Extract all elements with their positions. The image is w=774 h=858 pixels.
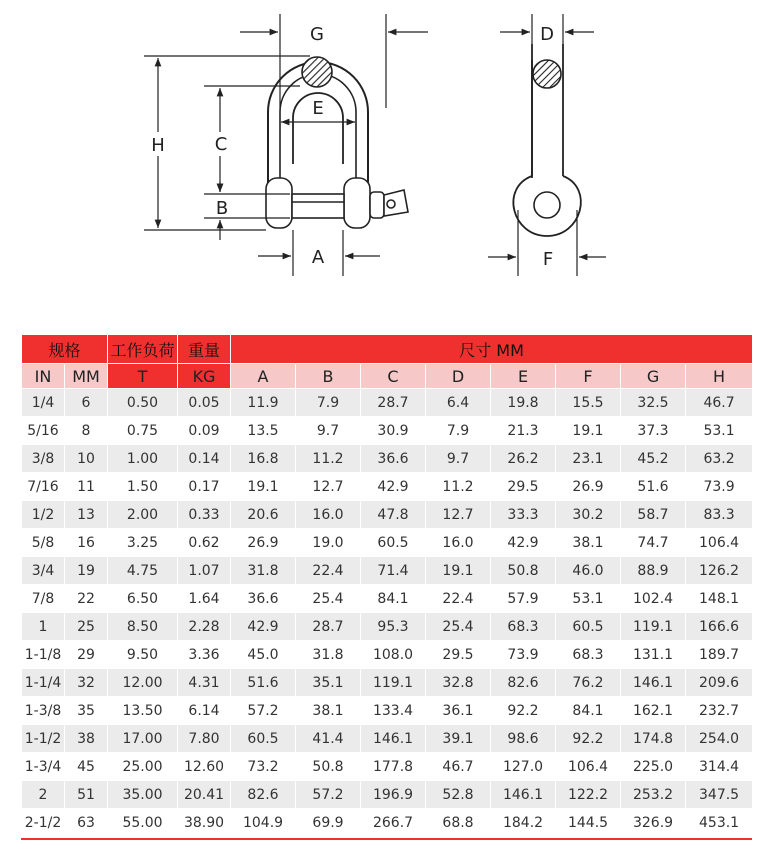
table-cell: 73.9 bbox=[686, 473, 753, 501]
subheader-e: E bbox=[491, 364, 556, 389]
table-cell: 19.1 bbox=[426, 557, 491, 585]
table-cell: 127.0 bbox=[491, 753, 556, 781]
table-cell: 209.6 bbox=[686, 669, 753, 697]
table-cell: 1.64 bbox=[178, 585, 231, 613]
table-cell: 6 bbox=[65, 389, 108, 417]
table-cell: 1.50 bbox=[108, 473, 178, 501]
table-cell: 57.2 bbox=[231, 697, 296, 725]
table-cell: 31.8 bbox=[296, 641, 361, 669]
table-cell: 35.1 bbox=[296, 669, 361, 697]
table-cell: 42.9 bbox=[491, 529, 556, 557]
table-cell: 9.7 bbox=[426, 445, 491, 473]
table-cell: 347.5 bbox=[686, 781, 753, 809]
table-cell: 108.0 bbox=[361, 641, 426, 669]
table-cell: 17.00 bbox=[108, 725, 178, 753]
table-cell: 28.7 bbox=[361, 389, 426, 417]
table-cell: 26.9 bbox=[231, 529, 296, 557]
table-cell: 76.2 bbox=[556, 669, 621, 697]
table-cell: 36.6 bbox=[361, 445, 426, 473]
table-cell: 50.8 bbox=[491, 557, 556, 585]
table-cell: 1-1/2 bbox=[22, 725, 65, 753]
header-weight: 重量 bbox=[178, 335, 231, 364]
table-cell: 266.7 bbox=[361, 809, 426, 837]
table-row bbox=[22, 641, 753, 669]
header-size: 尺寸 MM bbox=[231, 335, 753, 364]
table-cell: 20.6 bbox=[231, 501, 296, 529]
table-cell: 314.4 bbox=[686, 753, 753, 781]
table-row bbox=[22, 557, 753, 585]
table-cell: 74.7 bbox=[621, 529, 686, 557]
table-cell: 38.1 bbox=[296, 697, 361, 725]
table-cell: 148.1 bbox=[686, 585, 753, 613]
table-cell: 30.9 bbox=[361, 417, 426, 445]
table-cell: 13.5 bbox=[231, 417, 296, 445]
table-cell: 92.2 bbox=[491, 697, 556, 725]
table-cell: 38.1 bbox=[556, 529, 621, 557]
label-f: F bbox=[542, 249, 554, 270]
table-cell: 6.14 bbox=[178, 697, 231, 725]
table-cell: 73.2 bbox=[231, 753, 296, 781]
table-cell: 104.9 bbox=[231, 809, 296, 837]
table-row bbox=[22, 697, 753, 725]
table-cell: 19.0 bbox=[296, 529, 361, 557]
table-cell: 42.9 bbox=[231, 613, 296, 641]
table-cell: 73.9 bbox=[491, 641, 556, 669]
table-cell: 22 bbox=[65, 585, 108, 613]
table-cell: 177.8 bbox=[361, 753, 426, 781]
table-cell: 50.8 bbox=[296, 753, 361, 781]
table-cell: 53.1 bbox=[556, 585, 621, 613]
table-cell: 122.2 bbox=[556, 781, 621, 809]
table-cell: 174.8 bbox=[621, 725, 686, 753]
table-cell: 1-3/4 bbox=[22, 753, 65, 781]
table-cell: 25.4 bbox=[426, 613, 491, 641]
table-cell: 3/4 bbox=[22, 557, 65, 585]
table-bottom-rule bbox=[21, 838, 752, 840]
table-cell: 146.1 bbox=[621, 669, 686, 697]
table-cell: 63 bbox=[65, 809, 108, 837]
table-cell: 82.6 bbox=[491, 669, 556, 697]
table-cell: 253.2 bbox=[621, 781, 686, 809]
table-cell: 119.1 bbox=[361, 669, 426, 697]
table-cell: 60.5 bbox=[556, 613, 621, 641]
table-cell: 9.7 bbox=[296, 417, 361, 445]
table-cell: 51.6 bbox=[231, 669, 296, 697]
table-cell: 3/8 bbox=[22, 445, 65, 473]
table-cell: 45.0 bbox=[231, 641, 296, 669]
table-cell: 35 bbox=[65, 697, 108, 725]
table-cell: 3.25 bbox=[108, 529, 178, 557]
table-cell: 12.7 bbox=[426, 501, 491, 529]
table-cell: 144.5 bbox=[556, 809, 621, 837]
table-cell: 36.6 bbox=[231, 585, 296, 613]
table-row bbox=[22, 501, 753, 529]
table-cell: 453.1 bbox=[686, 809, 753, 837]
table-cell: 2 bbox=[22, 781, 65, 809]
table-cell: 16.8 bbox=[231, 445, 296, 473]
shackle-dimension-diagram bbox=[0, 0, 774, 300]
table-cell: 225.0 bbox=[621, 753, 686, 781]
table-cell: 21.3 bbox=[491, 417, 556, 445]
table-cell: 254.0 bbox=[686, 725, 753, 753]
table-cell: 71.4 bbox=[361, 557, 426, 585]
table-cell: 39.1 bbox=[426, 725, 491, 753]
subheader-t: T bbox=[108, 364, 178, 389]
table-cell: 52.8 bbox=[426, 781, 491, 809]
table-cell: 57.2 bbox=[296, 781, 361, 809]
table-header-row-sub bbox=[22, 364, 753, 389]
table-cell: 51.6 bbox=[621, 473, 686, 501]
table-cell: 36.1 bbox=[426, 697, 491, 725]
table-cell: 68.3 bbox=[491, 613, 556, 641]
table-cell: 84.1 bbox=[556, 697, 621, 725]
table-cell: 2.00 bbox=[108, 501, 178, 529]
label-e: E bbox=[312, 98, 324, 119]
subheader-h: H bbox=[686, 364, 753, 389]
table-cell: 19.1 bbox=[556, 417, 621, 445]
table-cell: 16.0 bbox=[426, 529, 491, 557]
table-cell: 32.8 bbox=[426, 669, 491, 697]
table-cell: 33.3 bbox=[491, 501, 556, 529]
table-cell: 35.00 bbox=[108, 781, 178, 809]
table-cell: 8 bbox=[65, 417, 108, 445]
table-cell: 6.50 bbox=[108, 585, 178, 613]
table-cell: 106.4 bbox=[686, 529, 753, 557]
table-cell: 7/8 bbox=[22, 585, 65, 613]
table-cell: 57.9 bbox=[491, 585, 556, 613]
table-cell: 45 bbox=[65, 753, 108, 781]
table-cell: 1.07 bbox=[178, 557, 231, 585]
table-cell: 5/8 bbox=[22, 529, 65, 557]
table-row bbox=[22, 585, 753, 613]
table-cell: 60.5 bbox=[361, 529, 426, 557]
table-cell: 92.2 bbox=[556, 725, 621, 753]
table-cell: 25.4 bbox=[296, 585, 361, 613]
table-cell: 88.9 bbox=[621, 557, 686, 585]
table-cell: 5/16 bbox=[22, 417, 65, 445]
table-cell: 119.1 bbox=[621, 613, 686, 641]
table-cell: 184.2 bbox=[491, 809, 556, 837]
table-cell: 0.75 bbox=[108, 417, 178, 445]
table-cell: 126.2 bbox=[686, 557, 753, 585]
subheader-g: G bbox=[621, 364, 686, 389]
table-cell: 0.17 bbox=[178, 473, 231, 501]
table-cell: 19.8 bbox=[491, 389, 556, 417]
table-cell: 0.33 bbox=[178, 501, 231, 529]
header-load: 工作负荷 bbox=[108, 335, 178, 364]
table-cell: 84.1 bbox=[361, 585, 426, 613]
table-cell: 55.00 bbox=[108, 809, 178, 837]
subheader-c: C bbox=[361, 364, 426, 389]
table-cell: 98.6 bbox=[491, 725, 556, 753]
pin-cross-section-side bbox=[533, 60, 561, 88]
table-cell: 11.9 bbox=[231, 389, 296, 417]
table-cell: 13.50 bbox=[108, 697, 178, 725]
table-cell: 16 bbox=[65, 529, 108, 557]
table-cell: 2.28 bbox=[178, 613, 231, 641]
table-cell: 1/4 bbox=[22, 389, 65, 417]
table-cell: 0.50 bbox=[108, 389, 178, 417]
label-c: C bbox=[214, 134, 228, 155]
table-cell: 1-1/8 bbox=[22, 641, 65, 669]
table-cell: 37.3 bbox=[621, 417, 686, 445]
table-cell: 7.80 bbox=[178, 725, 231, 753]
table-cell: 133.4 bbox=[361, 697, 426, 725]
table-cell: 69.9 bbox=[296, 809, 361, 837]
table-cell: 11.2 bbox=[296, 445, 361, 473]
table-cell: 25 bbox=[65, 613, 108, 641]
table-cell: 53.1 bbox=[686, 417, 753, 445]
table-row bbox=[22, 529, 753, 557]
table-cell: 11 bbox=[65, 473, 108, 501]
table-cell: 26.2 bbox=[491, 445, 556, 473]
table-cell: 1-1/4 bbox=[22, 669, 65, 697]
table-cell: 232.7 bbox=[686, 697, 753, 725]
table-row bbox=[22, 753, 753, 781]
table-cell: 82.6 bbox=[231, 781, 296, 809]
subheader-b: B bbox=[296, 364, 361, 389]
specification-table bbox=[21, 334, 753, 837]
table-cell: 38 bbox=[65, 725, 108, 753]
table-cell: 60.5 bbox=[231, 725, 296, 753]
table-cell: 4.75 bbox=[108, 557, 178, 585]
table-cell: 46.0 bbox=[556, 557, 621, 585]
table-row bbox=[22, 389, 753, 417]
table-cell: 30.2 bbox=[556, 501, 621, 529]
table-cell: 1/2 bbox=[22, 501, 65, 529]
table-row bbox=[22, 445, 753, 473]
label-d: D bbox=[540, 24, 554, 45]
table-cell: 29 bbox=[65, 641, 108, 669]
table-cell: 9.50 bbox=[108, 641, 178, 669]
table-cell: 6.4 bbox=[426, 389, 491, 417]
table-cell: 51 bbox=[65, 781, 108, 809]
table-cell: 0.09 bbox=[178, 417, 231, 445]
table-cell: 131.1 bbox=[621, 641, 686, 669]
table-cell: 29.5 bbox=[491, 473, 556, 501]
table-cell: 15.5 bbox=[556, 389, 621, 417]
pin-cross-section bbox=[302, 57, 332, 87]
table-cell: 58.7 bbox=[621, 501, 686, 529]
table-cell: 1 bbox=[22, 613, 65, 641]
subheader-kg: KG bbox=[178, 364, 231, 389]
label-a: A bbox=[311, 247, 325, 268]
table-row bbox=[22, 781, 753, 809]
table-cell: 28.7 bbox=[296, 613, 361, 641]
table-cell: 19 bbox=[65, 557, 108, 585]
label-b: B bbox=[215, 198, 229, 219]
label-g: G bbox=[310, 24, 324, 45]
table-cell: 16.0 bbox=[296, 501, 361, 529]
table-cell: 22.4 bbox=[296, 557, 361, 585]
table-row bbox=[22, 809, 753, 837]
table-cell: 95.3 bbox=[361, 613, 426, 641]
table-cell: 146.1 bbox=[491, 781, 556, 809]
table-cell: 26.9 bbox=[556, 473, 621, 501]
table-row bbox=[22, 669, 753, 697]
table-cell: 189.7 bbox=[686, 641, 753, 669]
subheader-d: D bbox=[426, 364, 491, 389]
table-cell: 1-3/8 bbox=[22, 697, 65, 725]
table-cell: 47.8 bbox=[361, 501, 426, 529]
table-cell: 146.1 bbox=[361, 725, 426, 753]
table-cell: 162.1 bbox=[621, 697, 686, 725]
table-cell: 7.9 bbox=[426, 417, 491, 445]
table-cell: 32.5 bbox=[621, 389, 686, 417]
table-cell: 166.6 bbox=[686, 613, 753, 641]
table-cell: 106.4 bbox=[556, 753, 621, 781]
table-cell: 3.36 bbox=[178, 641, 231, 669]
table-cell: 0.62 bbox=[178, 529, 231, 557]
header-spec: 规格 bbox=[22, 335, 108, 364]
table-cell: 102.4 bbox=[621, 585, 686, 613]
table-cell: 12.60 bbox=[178, 753, 231, 781]
table-cell: 326.9 bbox=[621, 809, 686, 837]
subheader-a: A bbox=[231, 364, 296, 389]
table-cell: 1.00 bbox=[108, 445, 178, 473]
table-body bbox=[22, 389, 753, 837]
table-cell: 7.9 bbox=[296, 389, 361, 417]
table-row bbox=[22, 725, 753, 753]
subheader-mm: MM bbox=[65, 364, 108, 389]
table-cell: 41.4 bbox=[296, 725, 361, 753]
table-cell: 32 bbox=[65, 669, 108, 697]
table-cell: 46.7 bbox=[426, 753, 491, 781]
table-row bbox=[22, 613, 753, 641]
table-cell: 29.5 bbox=[426, 641, 491, 669]
table-cell: 10 bbox=[65, 445, 108, 473]
table-cell: 4.31 bbox=[178, 669, 231, 697]
table-row bbox=[22, 473, 753, 501]
table-cell: 42.9 bbox=[361, 473, 426, 501]
table-cell: 46.7 bbox=[686, 389, 753, 417]
table-cell: 7/16 bbox=[22, 473, 65, 501]
table-cell: 68.8 bbox=[426, 809, 491, 837]
table-cell: 0.14 bbox=[178, 445, 231, 473]
shackle-front-view bbox=[266, 62, 408, 228]
table-row bbox=[22, 417, 753, 445]
table-cell: 12.00 bbox=[108, 669, 178, 697]
table-cell: 0.05 bbox=[178, 389, 231, 417]
table-cell: 22.4 bbox=[426, 585, 491, 613]
table-cell: 31.8 bbox=[231, 557, 296, 585]
table-header-row-top bbox=[22, 335, 753, 364]
label-h: H bbox=[151, 135, 165, 156]
table-cell: 63.2 bbox=[686, 445, 753, 473]
table-cell: 19.1 bbox=[231, 473, 296, 501]
table-cell: 13 bbox=[65, 501, 108, 529]
table-cell: 8.50 bbox=[108, 613, 178, 641]
table-cell: 196.9 bbox=[361, 781, 426, 809]
table-cell: 11.2 bbox=[426, 473, 491, 501]
table-cell: 68.3 bbox=[556, 641, 621, 669]
table-cell: 38.90 bbox=[178, 809, 231, 837]
table-cell: 83.3 bbox=[686, 501, 753, 529]
table-cell: 20.41 bbox=[178, 781, 231, 809]
table-cell: 23.1 bbox=[556, 445, 621, 473]
subheader-f: F bbox=[556, 364, 621, 389]
table-cell: 45.2 bbox=[621, 445, 686, 473]
subheader-in: IN bbox=[22, 364, 65, 389]
table-cell: 12.7 bbox=[296, 473, 361, 501]
dimension-lines bbox=[144, 14, 428, 276]
table-cell: 25.00 bbox=[108, 753, 178, 781]
table-cell: 2-1/2 bbox=[22, 809, 65, 837]
